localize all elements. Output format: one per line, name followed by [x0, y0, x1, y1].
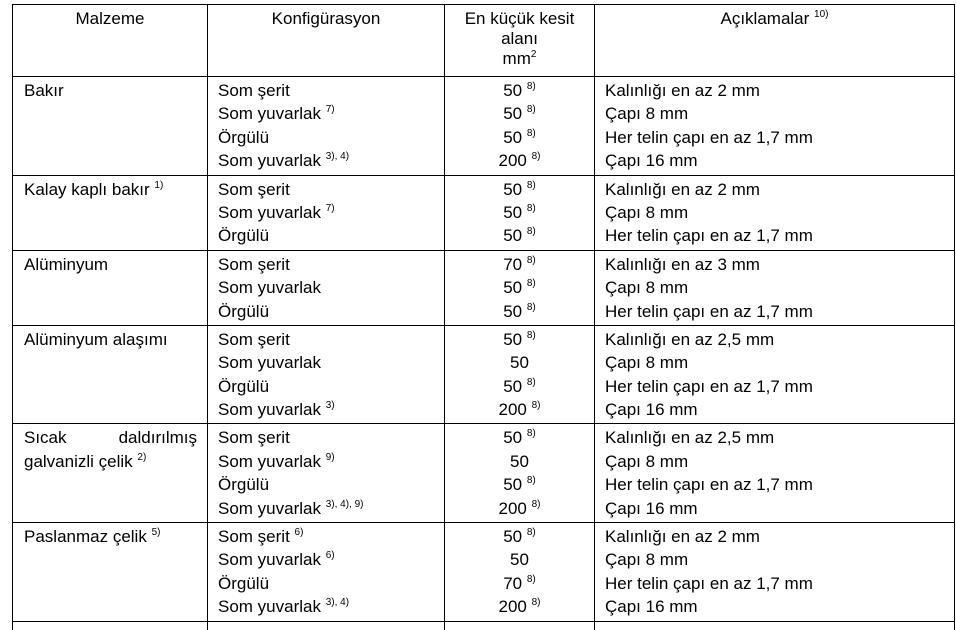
- material-cell: Bakır: [13, 77, 208, 176]
- config-cell: Som şerit Som yuvarlak $^{7)}$ Örgülü Som yuvarlak $^{3), 4)}$: [208, 77, 445, 176]
- materials-table: [12, 4, 955, 630]
- config-cell: Som şerit $^{6)}$ Som yuvarlak $^{6)}$ Örgülü Som yuvarlak $^{3), 4)}$: [208, 523, 445, 622]
- notes-cell: Kalınlığı en az 2 mm Çapı 8 mm Her telin çapı en az 1,7 mm Çapı 16 mm: [595, 77, 955, 176]
- header-row: [13, 5, 955, 77]
- notes-cell: Kalınlığı en az 2,5 mm Çapı 8 mm Her telin çapı en az 1,7 mm Çapı 16 mm: [595, 424, 955, 523]
- config-cell: Som şerit Som yuvarlak Örgülü: [208, 250, 445, 325]
- table-row: [13, 325, 955, 424]
- area-cell: 50 $^{8)}$ 50 70 $^{8)}$ 200 $^{8)}$: [445, 523, 595, 622]
- material-cell: Kalay kaplı bakır $^{1)}$: [13, 175, 208, 250]
- header-area: [445, 5, 595, 77]
- table-row: [13, 175, 955, 250]
- tail-cell: [445, 621, 595, 630]
- header-area-line1: En küçük kesit: [464, 9, 575, 28]
- header-config: Konfigürasyon: [208, 5, 445, 77]
- header-material: Malzeme: [13, 5, 208, 77]
- notes-cell: Kalınlığı en az 3 mm Çapı 8 mm Her telin çapı en az 1,7 mm: [595, 250, 955, 325]
- header-area-unit: $mm^2$: [502, 49, 537, 68]
- table-continuation-row: [13, 621, 955, 630]
- config-cell: Som şerit Som yuvarlak $^{7)}$ Örgülü: [208, 175, 445, 250]
- material-cell: Alüminyum alaşımı: [13, 325, 208, 424]
- material-cell: Sıcak daldırılmış galvanizli çelik $^{2)}$: [13, 424, 208, 523]
- table-row: [13, 250, 955, 325]
- area-cell: 50 $^{8)}$ 50 50 $^{8)}$ 200 $^{8)}$: [445, 325, 595, 424]
- notes-cell: Kalınlığı en az 2 mm Çapı 8 mm Her telin çapı en az 1,7 mm: [595, 175, 955, 250]
- notes-cell: Kalınlığı en az 2,5 mm Çapı 8 mm Her telin çapı en az 1,7 mm Çapı 16 mm: [595, 325, 955, 424]
- table-row: [13, 523, 955, 622]
- notes-cell: Kalınlığı en az 2 mm Çapı 8 mm Her telin çapı en az 1,7 mm Çapı 16 mm: [595, 523, 955, 622]
- header-area-line2: alanı: [501, 29, 538, 48]
- area-cell: 50 $^{8)}$ 50 $^{8)}$ 50 $^{8)}$ 200 $^{8)}$: [445, 77, 595, 176]
- config-cell: Som şerit Som yuvarlak Örgülü Som yuvarlak $^{3)}$: [208, 325, 445, 424]
- area-cell: 70 $^{8)}$ 50 $^{8)}$ 50 $^{8)}$: [445, 250, 595, 325]
- header-notes: Açıklamalar $^{10)}$: [595, 5, 955, 77]
- table-row: [13, 77, 955, 176]
- table-row: [13, 424, 955, 523]
- tail-cell: [208, 621, 445, 630]
- area-cell: 50 $^{8)}$ 50 50 $^{8)}$ 200 $^{8)}$: [445, 424, 595, 523]
- tail-cell: [595, 621, 955, 630]
- config-cell: Som şerit Som yuvarlak $^{9)}$ Örgülü Som yuvarlak $^{3), 4), 9)}$: [208, 424, 445, 523]
- tail-cell: [13, 621, 208, 630]
- material-cell: Alüminyum: [13, 250, 208, 325]
- area-cell: 50 $^{8)}$ 50 $^{8)}$ 50 $^{8)}$: [445, 175, 595, 250]
- material-cell: Paslanmaz çelik $^{5)}$: [13, 523, 208, 622]
